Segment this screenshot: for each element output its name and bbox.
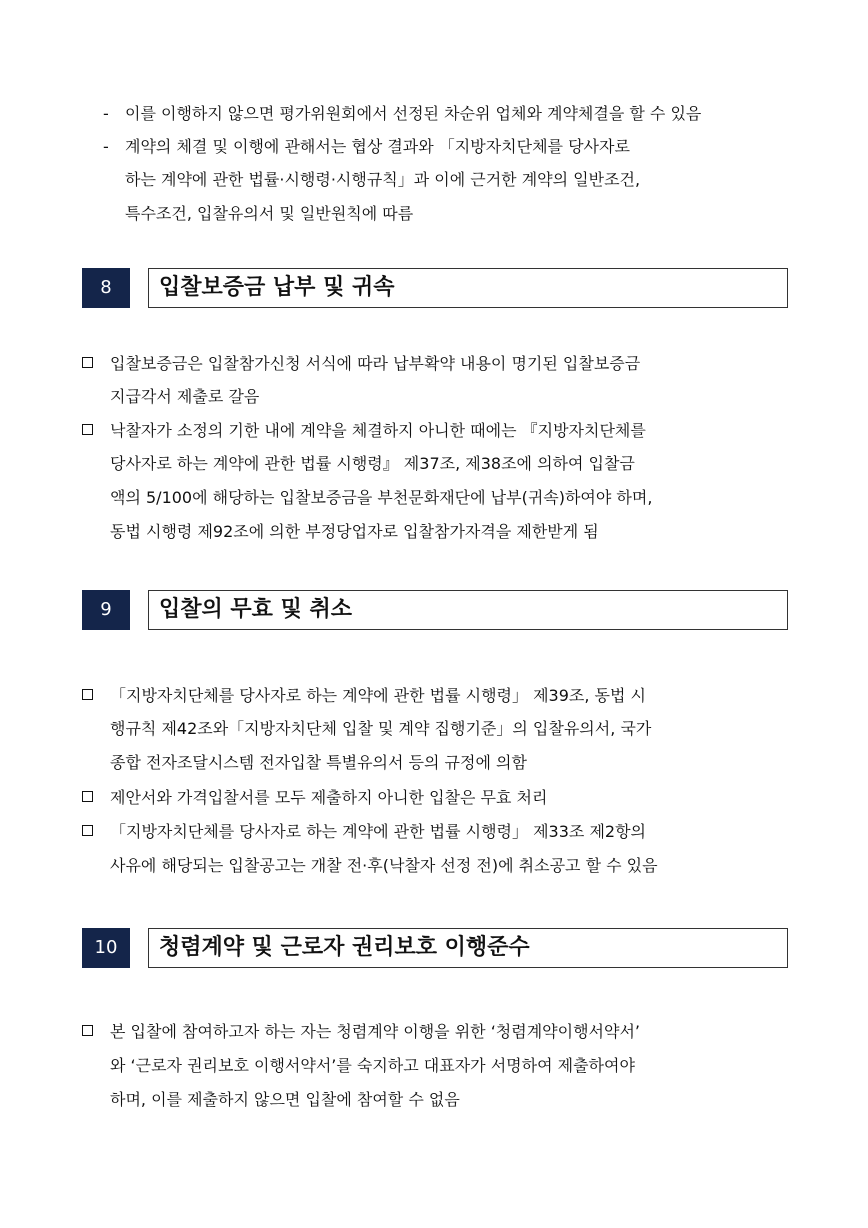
bullet-text-continued: 동법 시행령 제92조에 의한 부정당업자로 입찰참가자격을 제한받게 됨 bbox=[110, 522, 599, 541]
bullet-text-continued: 하며, 이를 제출하지 않으면 입찰에 참여할 수 없음 bbox=[110, 1090, 460, 1109]
checkbox-bullet-icon bbox=[82, 424, 93, 435]
bullet-text-continued: 종합 전자조달시스템 전자입찰 특별유의서 등의 규정에 의함 bbox=[110, 753, 527, 772]
bullet-text: 「지방자치단체를 당사자로 하는 계약에 관한 법률 시행령」 제33조 제2항의 bbox=[110, 822, 646, 841]
section-number: 8 bbox=[82, 268, 130, 308]
dash-marker: - bbox=[103, 137, 109, 156]
bullet-text: 제안서와 가격입찰서를 모두 제출하지 아니한 입찰은 무효 처리 bbox=[110, 788, 548, 807]
bullet-text: 「지방자치단체를 당사자로 하는 계약에 관한 법률 시행령」 제39조, 동법 시 bbox=[110, 686, 646, 705]
bullet-text-continued: 행규칙 제42조와「지방자치단체 입찰 및 계약 집행기준」의 입찰유의서, 국가 bbox=[110, 719, 652, 738]
section-heading-8 bbox=[82, 268, 778, 308]
section-title: 청렴계약 및 근로자 권리보호 이행준수 bbox=[148, 928, 788, 968]
bullet-text: 입찰보증금은 입찰참가신청 서식에 따라 납부확약 내용이 명기된 입찰보증금 bbox=[110, 354, 641, 373]
checkbox-bullet-icon bbox=[82, 1025, 93, 1036]
bullet-text: 낙찰자가 소정의 기한 내에 계약을 체결하지 아니한 때에는 『지방자치단체를 bbox=[110, 421, 646, 440]
bullet-text-continued: 당사자로 하는 계약에 관한 법률 시행령』 제37조, 제38조에 의하여 입찰금 bbox=[110, 454, 635, 473]
dash-item-text: 이를 이행하지 않으면 평가위원회에서 선정된 차순위 업체와 계약체결을 할 수 있음 bbox=[125, 104, 702, 123]
checkbox-bullet-icon bbox=[82, 689, 93, 700]
dash-item-1 bbox=[103, 104, 793, 124]
bullet-text-continued: 지급각서 제출로 갈음 bbox=[110, 387, 260, 406]
checkbox-bullet-icon bbox=[82, 791, 93, 802]
section-title: 입찰보증금 납부 및 귀속 bbox=[148, 268, 788, 308]
section-number: 10 bbox=[82, 928, 130, 968]
dash-item-text-continued: 하는 계약에 관한 법률·시행령·시행규칙」과 이에 근거한 계약의 일반조건, bbox=[125, 170, 641, 189]
dash-item-text-continued: 특수조건, 입찰유의서 및 일반원칙에 따름 bbox=[125, 204, 414, 223]
checkbox-bullet-icon bbox=[82, 825, 93, 836]
section-number: 9 bbox=[82, 590, 130, 630]
bullet-text-continued: 사유에 해당되는 입찰공고는 개찰 전·후(낙찰자 선정 전)에 취소공고 할 수 있음 bbox=[110, 856, 658, 875]
section-heading-10 bbox=[82, 928, 778, 968]
checkbox-bullet-icon bbox=[82, 357, 93, 368]
dash-item-text: 계약의 체결 및 이행에 관해서는 협상 결과와 「지방자치단체를 당사자로 bbox=[125, 137, 630, 156]
dash-item-2 bbox=[103, 137, 793, 157]
section-title: 입찰의 무효 및 취소 bbox=[148, 590, 788, 630]
bullet-text-continued: 와 ‘근로자 권리보호 이행서약서’를 숙지하고 대표자가 서명하여 제출하여야 bbox=[110, 1056, 635, 1075]
bullet-text: 본 입찰에 참여하고자 하는 자는 청렴계약 이행을 위한 ‘청렴계약이행서약서’ bbox=[110, 1022, 640, 1041]
bullet-text-continued: 액의 5/100에 해당하는 입찰보증금을 부천문화재단에 납부(귀속)하여야 하며, bbox=[110, 488, 653, 507]
section-heading-9 bbox=[82, 590, 778, 630]
dash-marker: - bbox=[103, 104, 109, 123]
